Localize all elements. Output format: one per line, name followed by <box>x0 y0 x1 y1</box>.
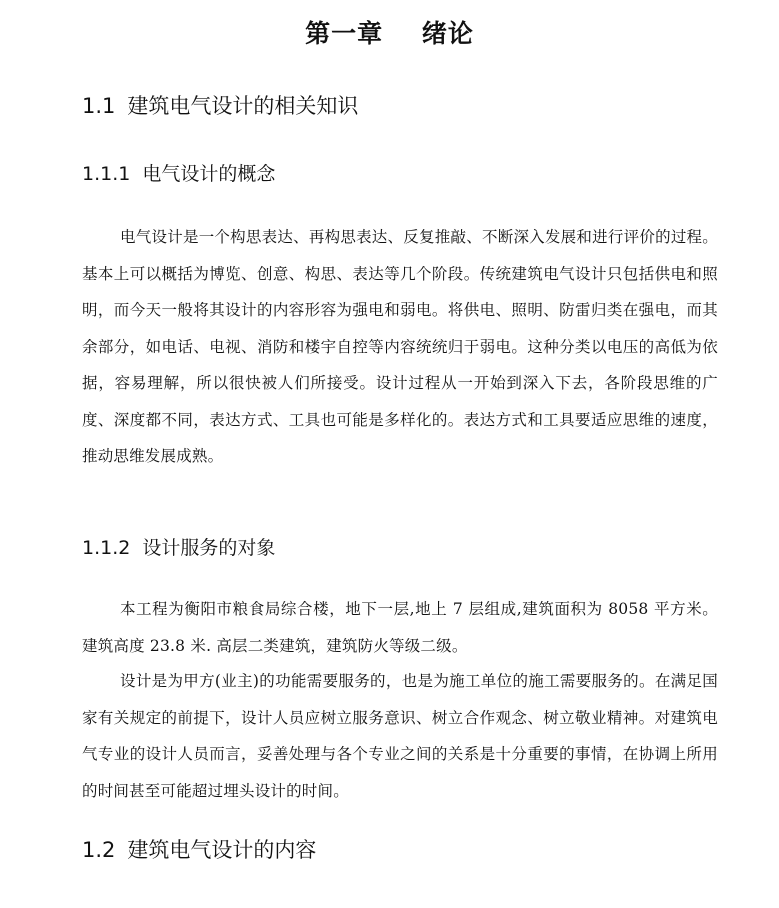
section-title: 设计服务的对象 <box>142 537 276 559</box>
section-title: 建筑电气设计的内容 <box>127 838 317 862</box>
section-heading-1-2 <box>82 835 316 865</box>
section-number: 1.1 <box>82 94 116 118</box>
section-title: 建筑电气设计的相关知识 <box>127 94 359 118</box>
section-heading-1-1 <box>82 91 358 121</box>
paragraph-concept: 电气设计是一个构思表达、再构思表达、反复推敲、不断深入发展和进行评价的过程。基本上可以概括为博览、创意、构思、表达等几个阶段。传统建筑电气设计只包括供电和照明，而今天一般将其设计的内容形容为强电和弱电。将供电、照明、防雷归类在强电，而其余部分，如电话、电视、消防和楼宇自控等内容统统归于弱电。这种分类以电压的高低为依据，容易理解，所以很快被人们所接受。设计过程从一开始到深入下去，各阶段思维的广度、深度都不同，表达方式、工具也可能是多样化的。表达方式和工具要适应思维的速度，推动思维发展成熟。 <box>82 228 718 465</box>
section-heading-1-1-1 <box>82 160 275 188</box>
paragraph-service: 设计是为甲方(业主)的功能需要服务的，也是为施工单位的施工需要服务的。在满足国家有关规定的前提下，设计人员应树立服务意识、树立合作观念、树立敬业精神。对建筑电气专业的设计人员而言，妥善处理与各个专业之间的关系是十分重要的事情，在协调上所用的时间甚至可能超过埋头设计的时间。 <box>82 672 718 800</box>
section-title: 电气设计的概念 <box>142 163 276 185</box>
section-heading-1-1-2 <box>82 534 275 562</box>
section-number: 1.1.2 <box>82 537 131 559</box>
chapter-title: 第一章 绪论 <box>305 19 474 48</box>
paragraph-project: 本工程为衡阳市粮食局综合楼，地下一层,地上 7 层组成,建筑面积为 8058 平方米。建筑高度 23.8 米. 高层二类建筑，建筑防火等级二级。 <box>82 600 718 655</box>
section-number: 1.1.1 <box>82 163 131 185</box>
section-number: 1.2 <box>82 838 116 862</box>
